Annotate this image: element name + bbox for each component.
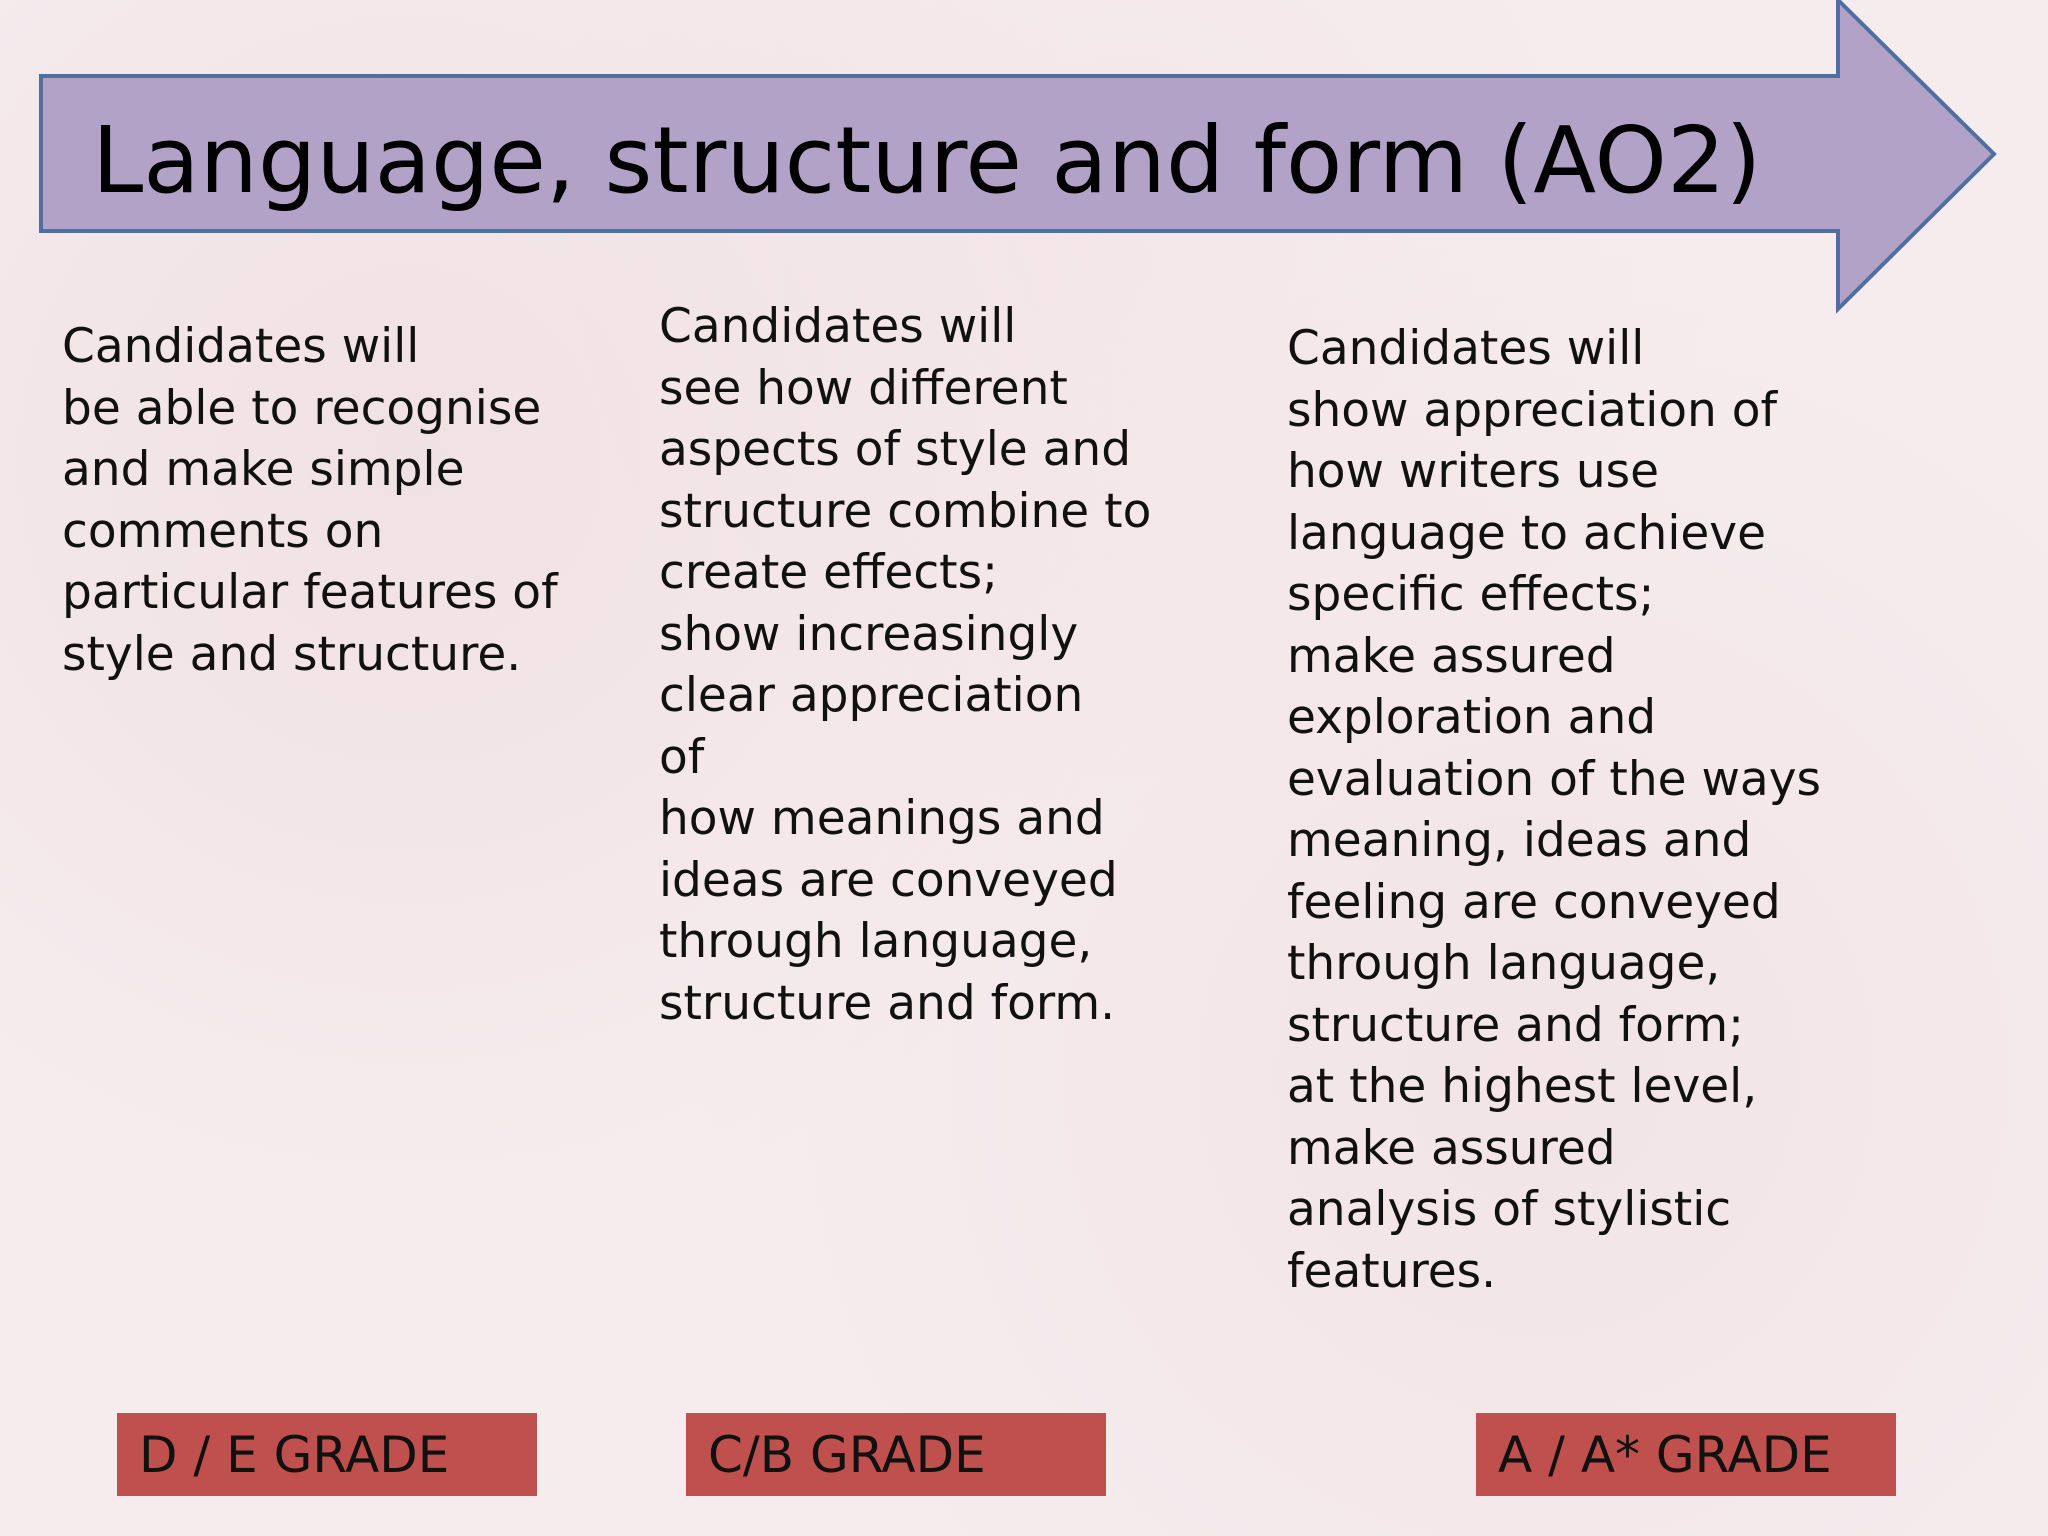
column-cb-description	[659, 296, 1219, 1034]
grade-label-a: A / A* GRADE	[1476, 1413, 1896, 1496]
text-line: aspects of style and	[659, 422, 1132, 477]
text-line: analysis of stylistic	[1287, 1182, 1732, 1237]
text-line: features.	[1287, 1243, 1497, 1299]
text-line: how writers use	[1287, 444, 1660, 499]
text-line: Candidates will	[1287, 321, 1645, 376]
text-line: structure and form.	[659, 975, 1116, 1031]
text-line: structure and form;	[1287, 997, 1745, 1053]
text-line: at the highest level,	[1287, 1059, 1758, 1114]
text-line: show appreciation of	[1287, 382, 1778, 438]
text-line: of	[659, 729, 705, 785]
text-line: through language,	[659, 914, 1093, 969]
text-line: structure combine to	[659, 483, 1152, 539]
text-line: language to achieve	[1287, 505, 1767, 561]
text-line: be able to recognise	[62, 380, 542, 436]
text-line: show increasingly	[659, 606, 1079, 662]
text-line: exploration and	[1287, 690, 1657, 745]
text-line: how meanings and	[659, 791, 1105, 846]
text-line: make assured	[1287, 1120, 1616, 1176]
text-line: create effects;	[659, 545, 998, 600]
text-line: see how different	[659, 360, 1068, 416]
slide-title: Language, structure and form (AO2)	[92, 107, 1762, 214]
text-line: and make simple	[62, 442, 465, 497]
text-line: clear appreciation	[659, 668, 1084, 723]
text-line: Candidates will	[659, 299, 1017, 354]
text-line: make assured	[1287, 628, 1616, 684]
text-line: meaning, ideas and	[1287, 813, 1752, 868]
grade-label-cb: C/B GRADE	[686, 1413, 1106, 1496]
text-line: feeling are conveyed	[1287, 874, 1781, 930]
text-line: evaluation of the ways	[1287, 751, 1822, 807]
text-line: style and structure.	[62, 626, 522, 682]
text-line: ideas are conveyed	[659, 852, 1118, 908]
grade-label-de: D / E GRADE	[117, 1413, 537, 1496]
text-line: comments on	[62, 503, 384, 559]
column-de-description	[62, 316, 622, 685]
text-line: through language,	[1287, 936, 1721, 991]
column-a-description	[1287, 318, 1987, 1302]
text-line: Candidates will	[62, 319, 420, 374]
text-line: specific effects;	[1287, 567, 1655, 622]
text-line: particular features of	[62, 565, 558, 620]
